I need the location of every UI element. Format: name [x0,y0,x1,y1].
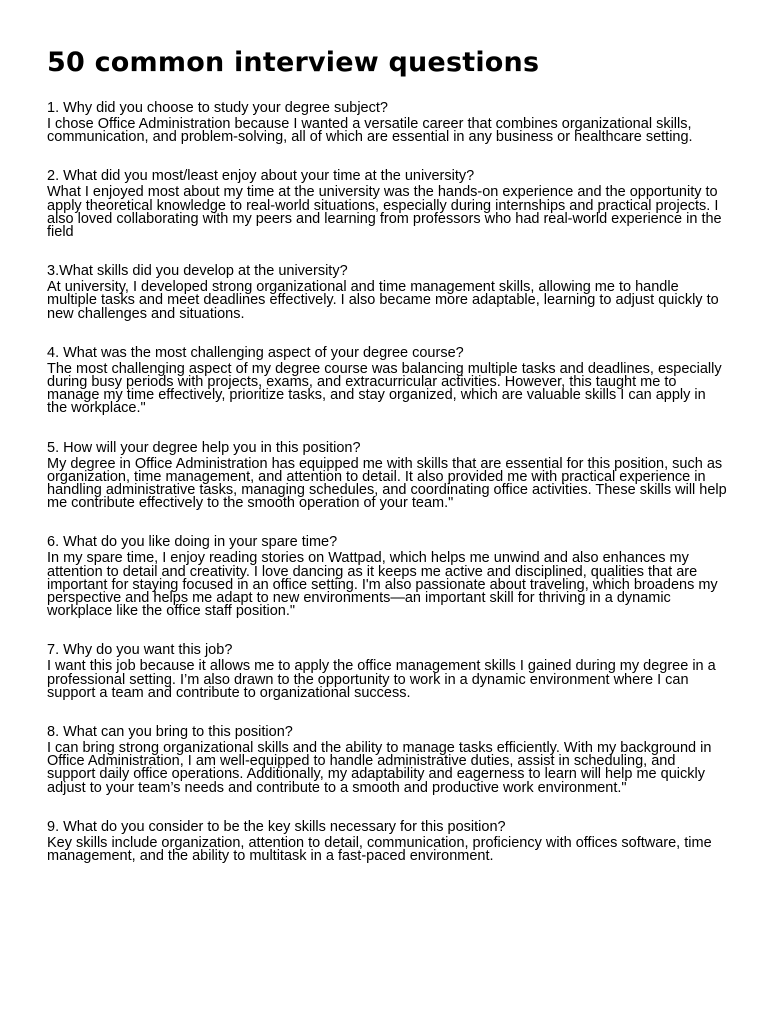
answer-text: The most challenging aspect of my degree course was balancing multiple tasks and deadlines, especially during busy periods with projects, exams, and extracurricular activities. However, this taught me to manage my time effectively, prioritize tasks, and stay organized, which are valuable skills I can apply in the workplace." [47,360,722,417]
answer-text: My degree in Office Administration has equipped me with skills that are essential for this position, such as organization, time management, and attention to detail. It also provided me with practical experience in handling administrative tasks, managing schedules, and coordinating office activities. These skills will help me contribute effectively to the smooth operation of your team." [47,455,727,512]
question-text: 1. Why did you choose to study your degree subject? [47,100,388,116]
answer-text: I chose Office Administration because I wanted a versatile career that combines organizational skills, communication, and problem-solving, all of which are essential in any business or healthcare setting. [47,116,693,146]
question-text: 9. What do you consider to be the key skills necessary for this position? [47,818,506,835]
answer-text: In my spare time, I enjoy reading stories on Wattpad, which helps me unwind and also enhances my attention to detail and creativity. I love dancing as it keeps me active and disciplined, qualities that are important for staying focused in an office setting. I'm also passionate about traveling, which broadens my perspective and helps me adapt to new environments—an important skill for thriving in a dynamic workplace like the office staff position." [47,550,718,620]
question-text: 8. What can you bring to this position? [47,724,293,741]
answer-text: I want this job because it allows me to apply the office management skills I gained during my degree in a professional setting. I’m also drawn to the opportunity to work in a dynamic environment where I can support a team and contribute to organizational success. [47,658,716,701]
question-text: 2. What did you most/least enjoy about your time at the university? [47,168,475,185]
qa-item-1 [47,100,727,144]
answer-text: Key skills include organization, attention to detail, communication, proficiency with offices software, time management, and the ability to multitask in a fast-paced environment. [47,834,712,865]
answer-text: What I enjoyed most about my time at the university was the hands-on experience and the opportunity to apply theoretical knowledge to real-world situations, especially during internships and practical projects. I also loved collaborating with my peers and learning from professors who had real-world experience in the field [47,184,722,241]
answer-text: At university, I developed strong organizational and time management skills, allowing me to handle multiple tasks and meet deadlines effectively. I also became more adaptable, learning to adjust quickly to new challenges and situations. [47,279,719,322]
document-page [47,46,727,887]
question-text: 3.What skills did you develop at the university? [47,263,348,280]
qa-item-7 [47,642,727,700]
qa-item-4 [47,345,727,416]
qa-item-3 [47,263,727,321]
qa-item-6 [47,534,727,618]
question-text: 4. What was the most challenging aspect of your degree course? [47,344,464,361]
question-text: 7. Why do you want this job? [47,642,233,659]
question-text: 5. How will your degree help you in this position? [47,439,361,456]
page-title: 50 common interview questions [47,47,540,78]
question-text: 6. What do you like doing in your spare time? [47,534,338,551]
qa-item-5 [47,440,727,511]
answer-text: I can bring strong organizational skills and the ability to manage tasks efficiently. With my background in Office Administration, I am well-equipped to handle administrative duties, assist in scheduling, and support daily office operations. Additionally, my adaptability and eagerness to learn will help me quickly adjust to your team’s needs and contribute to a smooth and productive work environment." [47,740,712,796]
qa-item-9 [47,819,727,863]
qa-item-8 [47,724,727,795]
qa-item-2 [47,168,727,239]
